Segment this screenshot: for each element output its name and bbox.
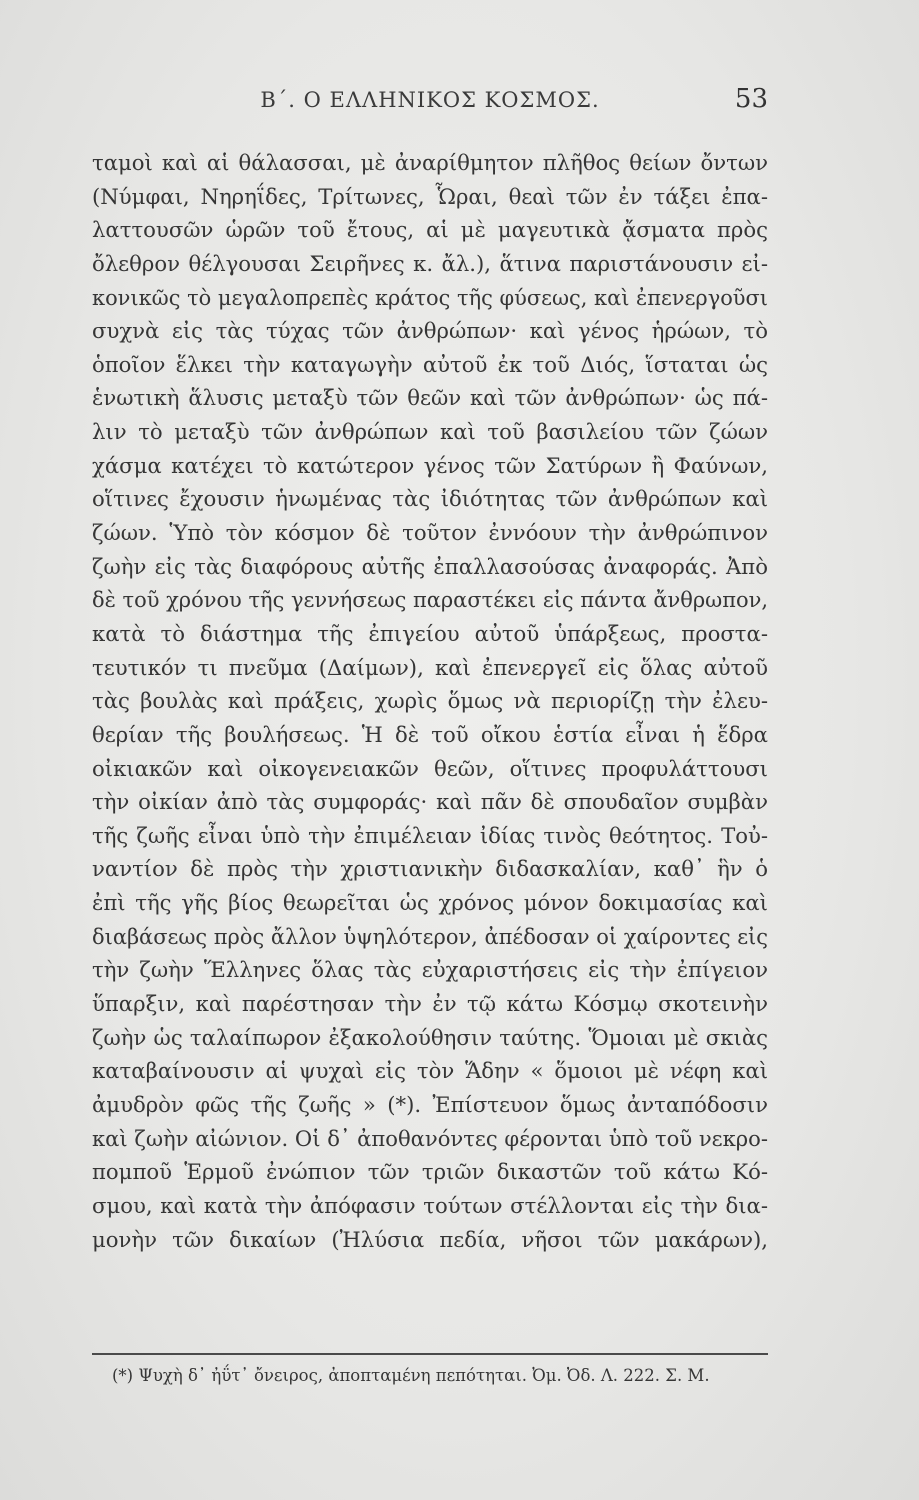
text-line: θερίαν τῆς βουλήσεως. Ἡ δὲ τοῦ οἴκου ἑστία εἶναι ἡ ἕδρα (92, 721, 768, 747)
text-line: χάσμα κατέχει τὸ κατώτερον γένος τῶν Σατύρων ἢ Φαύνων, (92, 452, 768, 478)
text-line: τευτικόν τι πνεῦμα (Δαίμων), καὶ ἐπενεργεῖ εἰς ὅλας αὐτοῦ (92, 654, 768, 680)
text-line: οἵτινες ἔχουσιν ἡνωμένας τὰς ἰδιότητας τῶν ἀνθρώπων καὶ (92, 486, 768, 512)
text-line: τῆς ζωῆς εἶναι ὑπὸ τὴν ἐπιμέλειαν ἰδίας τινὸς θεότητος. Τοὐ- (92, 822, 768, 848)
text-line: συχνὰ εἰς τὰς τύχας τῶν ἀνθρώπων· καὶ γένος ἡρώων, τὸ (92, 318, 768, 344)
text-line: ὕπαρξιν, καὶ παρέστησαν τὴν ἐν τῷ κάτω Κόσμῳ σκοτεινὴν (92, 991, 768, 1017)
footnote-rule (92, 1353, 768, 1355)
text-line: κονικῶς τὸ μεγαλοπρεπὲς κράτος τῆς φύσεως, καὶ ἐπενεργοῦσι (92, 284, 768, 310)
text-line: σμου, καὶ κατὰ τὴν ἀπόφασιν τούτων στέλλονται εἰς τὴν δια- (92, 1192, 768, 1218)
page-number: 53 (734, 84, 768, 114)
text-line: ζωὴν εἰς τὰς διαφόρους αὐτῆς ἐπαλλασούσας ἀναφοράς. Ἀπὸ (92, 553, 768, 579)
text-line: ναντίον δὲ πρὸς τὴν χριστιανικὴν διδασκαλίαν, καθ᾽ ἣν ὁ (92, 856, 768, 882)
text-line: καταβαίνουσιν αἱ ψυχαὶ εἰς τὸν Ἅδην « ὅμοιοι μὲ νέφη καὶ (92, 1058, 768, 1084)
text-line: διαβάσεως πρὸς ἄλλον ὑψηλότερον, ἀπέδοσαν οἱ χαίροντες εἰς (92, 923, 768, 949)
text-line: ζώων. Ὑπὸ τὸν κόσμον δὲ τοῦτον ἐννόουν τὴν ἀνθρώπινον (92, 520, 768, 546)
text-line: λαττουσῶν ὡρῶν τοῦ ἔτους, αἱ μὲ μαγευτικὰ ᾄσματα πρὸς (92, 217, 768, 243)
text-line: οἰκιακῶν καὶ οἰκογενειακῶν θεῶν, οἵτινες προφυλάττουσι (92, 755, 768, 781)
page-header (92, 84, 768, 124)
text-line: πομποῦ Ἑρμοῦ ἐνώπιον τῶν τριῶν δικαστῶν τοῦ κάτω Κό- (92, 1159, 768, 1185)
body-text (92, 146, 768, 1256)
text-line: καὶ ζωὴν αἰώνιον. Οἱ δ᾽ ἀποθανόντες φέρονται ὑπὸ τοῦ νεκρο- (92, 1125, 768, 1151)
text-line: λιν τὸ μεταξὺ τῶν ἀνθρώπων καὶ τοῦ βασιλείου τῶν ζώων (92, 419, 768, 445)
text-line: κατὰ τὸ διάστημα τῆς ἐπιγείου αὐτοῦ ὑπάρξεως, προστα- (92, 620, 768, 646)
text-line: ἐπὶ τῆς γῆς βίος θεωρεῖται ὡς χρόνος μόνον δοκιμασίας καὶ (92, 890, 768, 916)
text-line: ὁποῖον ἕλκει τὴν καταγωγὴν αὐτοῦ ἐκ τοῦ Διός, ἵσταται ὡς (92, 351, 768, 377)
footnote: (*) Ψυχὴ δ᾽ ἠΰτ᾽ ὄνειρος, ἀποπταμένη πεπότηται. Ὀμ. Ὀδ. Λ. 222. Σ. Μ. (112, 1366, 710, 1385)
text-line: τὴν οἰκίαν ἀπὸ τὰς συμφοράς· καὶ πᾶν δὲ σπουδαῖον συμβὰν (92, 789, 768, 815)
running-head: Β΄. Ο ΕΛΛΗΝΙΚΟΣ ΚΟΣΜΟΣ. (260, 88, 600, 112)
text-line: ταμοὶ καὶ αἱ θάλασσαι, μὲ ἀναρίθμητον πλῆθος θείων ὄντων (92, 150, 768, 175)
text-line: (Νύμφαι, Νηρηΐδες, Τρίτωνες, Ὧραι, θεαὶ τῶν ἐν τάξει ἐπα- (92, 183, 768, 209)
text-line: ζωὴν ὡς ταλαίπωρον ἐξακολούθησιν ταύτης. Ὅμοιαι μὲ σκιὰς (92, 1024, 768, 1050)
text-line: δὲ τοῦ χρόνου τῆς γεννήσεως παραστέκει εἰς πάντα ἄνθρωπον, (92, 587, 768, 613)
text-line: τὰς βουλὰς καὶ πράξεις, χωρὶς ὅμως νὰ περιορίζῃ τὴν ἐλευ- (92, 688, 768, 714)
text-line: ὄλεθρον θέλγουσαι Σειρῆνες κ. ἄλ.), ἅτινα παριστάνουσιν εἰ- (92, 250, 768, 276)
text-line: ἀμυδρὸν φῶς τῆς ζωῆς » (*). Ἐπίστευον ὅμως ἀνταπόδοσιν (92, 1091, 768, 1117)
text-line: μονὴν τῶν δικαίων (Ἠλύσια πεδία, νῆσοι τῶν μακάρων), (92, 1226, 768, 1252)
text-line: τὴν ζωὴν Ἕλληνες ὅλας τὰς εὐχαριστήσεις εἰς τὴν ἐπίγειον (92, 957, 768, 983)
text-line: ἑνωτικὴ ἅλυσις μεταξὺ τῶν θεῶν καὶ τῶν ἀνθρώπων· ὡς πά- (92, 385, 768, 411)
